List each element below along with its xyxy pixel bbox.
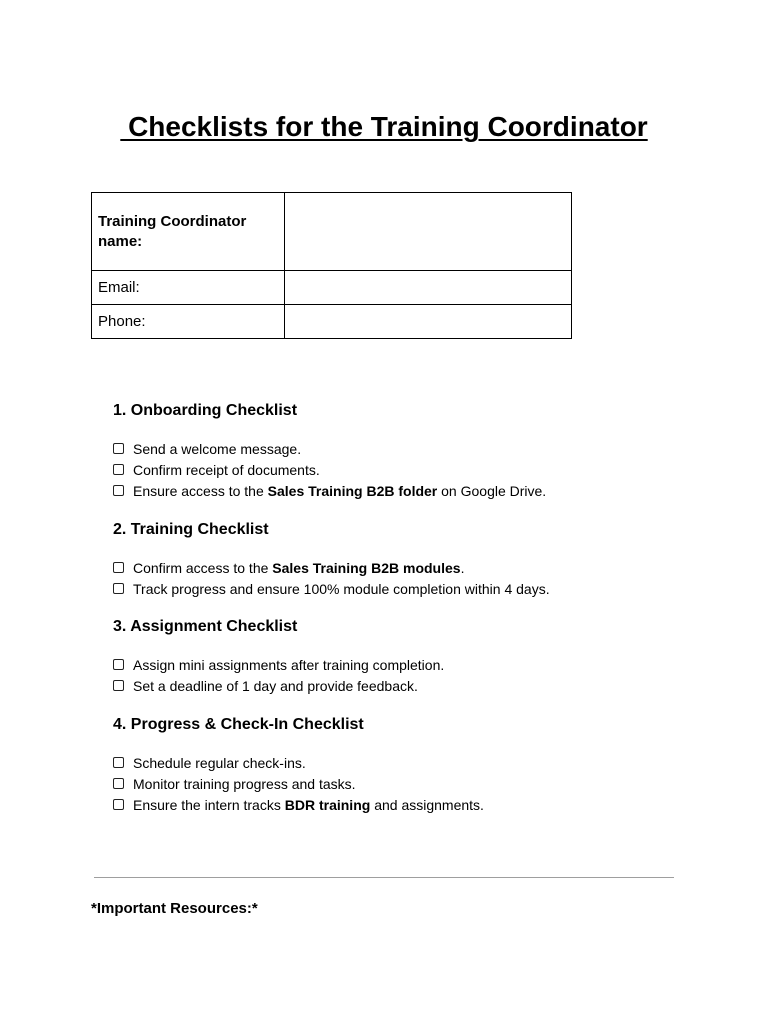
- page-title: Checklists for the Training Coordinator: [120, 111, 648, 142]
- checklist-item-text: [133, 657, 444, 673]
- checkbox-icon[interactable]: [113, 485, 124, 496]
- checklist-item-text: [133, 441, 301, 457]
- checkbox-icon[interactable]: [113, 799, 124, 810]
- onboarding-checklist-section: [113, 401, 546, 501]
- checklist-item[interactable]: [113, 557, 550, 578]
- checkbox-icon[interactable]: [113, 583, 124, 594]
- section-heading: 2. Training Checklist: [113, 521, 269, 538]
- item-text-plain: Confirm receipt of documents.: [133, 461, 320, 478]
- horizontal-divider: [94, 877, 674, 878]
- item-text-plain: and assignments.: [370, 796, 484, 813]
- checklist: [113, 438, 546, 501]
- checkbox-icon[interactable]: [113, 562, 124, 573]
- section-heading: 1. Onboarding Checklist: [113, 402, 298, 419]
- section-heading: 4. Progress & Check-In Checklist: [113, 716, 364, 733]
- checklist-item-text: [133, 483, 546, 499]
- checklist-item[interactable]: [113, 480, 546, 501]
- checklist-item[interactable]: [113, 773, 484, 794]
- checklist-item-text: [133, 560, 464, 576]
- checklist-item[interactable]: [113, 752, 484, 773]
- coordinator-name-label: Training Coordinator name:: [92, 193, 285, 271]
- phone-label: Phone:: [92, 305, 285, 339]
- section-heading: 3. Assignment Checklist: [113, 618, 298, 635]
- checkbox-icon[interactable]: [113, 659, 124, 670]
- coordinator-name-field[interactable]: [285, 193, 572, 271]
- table-row: [92, 305, 572, 339]
- checklist: [113, 654, 444, 696]
- item-text-plain: on Google Drive.: [437, 482, 547, 499]
- checklist-item[interactable]: [113, 459, 546, 480]
- progress-checkin-checklist-section: [113, 715, 484, 815]
- item-text-plain: Ensure the intern tracks: [133, 796, 285, 813]
- item-text-plain: Assign mini assignments after training completion.: [133, 656, 445, 673]
- checklist-item[interactable]: [113, 794, 484, 815]
- checkbox-icon[interactable]: [113, 778, 124, 789]
- checklist: [113, 557, 550, 599]
- assignment-checklist-section: [113, 617, 444, 696]
- phone-field[interactable]: [285, 305, 572, 339]
- checklist: [113, 752, 484, 815]
- checklist-item[interactable]: [113, 675, 444, 696]
- item-text-plain: Monitor training progress and tasks.: [133, 775, 356, 792]
- item-text-plain: Set a deadline of 1 day and provide feedback.: [133, 677, 418, 694]
- email-label: Email:: [92, 271, 285, 305]
- coordinator-info-table: [91, 192, 572, 339]
- training-checklist-section: [113, 520, 550, 599]
- item-text-bold: Sales Training B2B folder: [267, 482, 438, 499]
- checklist-item-text: [133, 581, 550, 597]
- checklist-item[interactable]: [113, 654, 444, 675]
- checkbox-icon[interactable]: [113, 443, 124, 454]
- checklist-item-text: [133, 678, 418, 694]
- item-text-bold: BDR training: [284, 796, 371, 813]
- item-text-plain: .: [460, 559, 465, 576]
- checklist-item-text: [133, 776, 356, 792]
- item-text-bold: Sales Training B2B modules: [272, 559, 461, 576]
- item-text-plain: Track progress and ensure 100% module completion within 4 days.: [133, 580, 550, 597]
- table-row: [92, 271, 572, 305]
- checklist-item-text: [133, 797, 484, 813]
- checkbox-icon[interactable]: [113, 464, 124, 475]
- checklist-item-text: [133, 755, 306, 771]
- checkbox-icon[interactable]: [113, 757, 124, 768]
- item-text-plain: Ensure access to the: [133, 482, 268, 499]
- table-row: [92, 193, 572, 271]
- checklist-item-text: [133, 462, 320, 478]
- item-text-plain: Schedule regular check-ins.: [133, 754, 306, 771]
- item-text-plain: Send a welcome message.: [133, 440, 302, 457]
- checkbox-icon[interactable]: [113, 680, 124, 691]
- email-field[interactable]: [285, 271, 572, 305]
- checklist-item[interactable]: [113, 578, 550, 599]
- item-text-plain: Confirm access to the: [133, 559, 273, 576]
- checklist-item[interactable]: [113, 438, 546, 459]
- important-resources-heading: *Important Resources:*: [91, 900, 258, 917]
